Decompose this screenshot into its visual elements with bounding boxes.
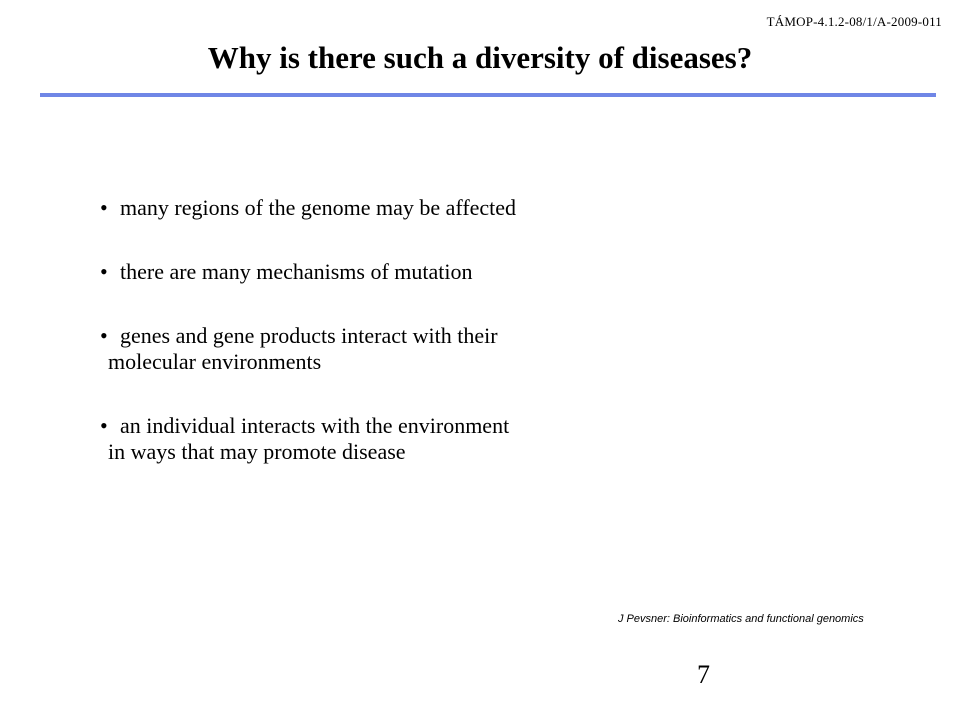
bullet-dot: • — [100, 413, 108, 438]
bullet-text: genes and gene products interact with their — [120, 323, 498, 348]
bullet-text: many regions of the genome may be affected — [120, 195, 517, 220]
bullet-list — [100, 195, 720, 503]
citation: J Pevsner: Bioinformatics and functional genomics — [618, 613, 864, 625]
title-underline — [40, 93, 936, 97]
bullet-item — [100, 413, 720, 465]
bullet-dot: • — [100, 259, 108, 284]
page-number: 7 — [697, 660, 710, 689]
bullet-dot: • — [100, 323, 108, 348]
project-code: TÁMOP-4.1.2-08/1/A-2009-011 — [766, 14, 942, 29]
bullet-continuation: in ways that may promote disease — [108, 439, 406, 464]
bullet-line — [100, 323, 720, 349]
bullet-dot: • — [100, 195, 108, 220]
bullet-continuation: molecular environments — [108, 349, 322, 374]
slide-title: Why is there such a diversity of diseases? — [207, 40, 753, 75]
bullet-item — [100, 323, 720, 375]
bullet-item — [100, 259, 720, 285]
bullet-line — [100, 259, 720, 285]
bullet-line — [100, 195, 720, 221]
bullet-item — [100, 195, 720, 221]
bullet-line — [100, 413, 720, 439]
bullet-text: an individual interacts with the environment — [120, 413, 510, 438]
bullet-text: there are many mechanisms of mutation — [120, 259, 473, 284]
